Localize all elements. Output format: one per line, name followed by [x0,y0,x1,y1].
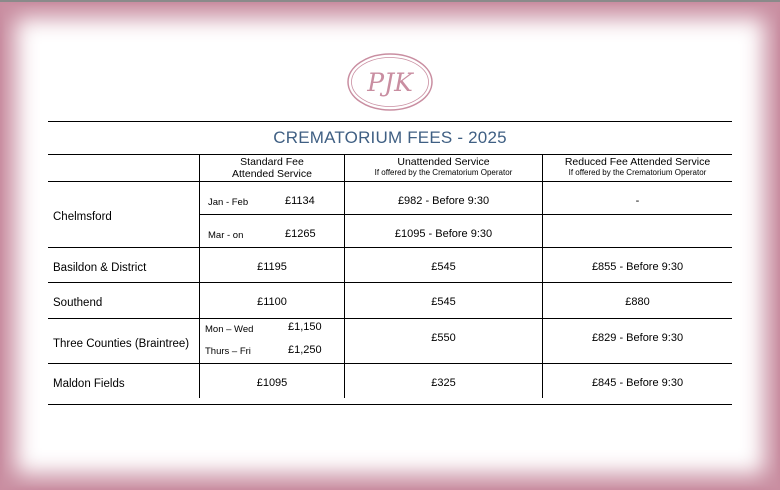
header-standard-line2: Attended Service [232,168,312,180]
row-rule-chelmsford [48,247,732,248]
southend-unattended: £545 [431,296,456,308]
chelmsford-period-1: Jan - Feb [208,197,249,208]
header-unattended-sub: If offered by the Crematorium Operator [374,168,513,177]
basildon-standard: £1195 [257,261,287,273]
location-basildon: Basildon & District [53,262,147,274]
header-unattended [345,156,542,178]
chelmsford-unattended-2: £1095 - Before 9:30 [394,228,493,240]
chelmsford-unattended-1: £982 - Before 9:30 [397,195,490,207]
page-title: CREMATORIUM FEES - 2025 [273,128,507,147]
three-counties-period-2: Thurs – Fri [205,346,251,357]
three-counties-period-1: Mon – Wed [205,324,254,335]
header-reduced-sub: If offered by the Crematorium Operator [568,168,707,177]
row-rule-southend [48,318,732,319]
chelmsford-sub-rule [200,214,732,215]
location-southend: Southend [53,297,103,309]
southend-standard: £1100 [257,296,287,308]
chelmsford-fee-1: £1134 [285,195,315,207]
three-counties-reduced: £829 - Before 9:30 [591,332,684,344]
three-counties-fee-1: £1,150 [288,321,322,333]
bottom-rule [48,404,732,405]
pjk-logo [347,52,433,112]
three-counties-unattended: £550 [431,332,456,344]
logo-text: PJK [367,68,413,97]
chelmsford-period-2: Mar - on [208,230,244,241]
col-divider-1 [199,154,200,398]
top-rule [48,121,732,122]
maldon-unattended: £325 [431,377,456,389]
header-bottom-rule [48,181,732,182]
header-reduced [543,156,732,178]
chelmsford-fee-2: £1265 [285,228,316,240]
col-divider-3 [542,154,543,398]
location-maldon: Maldon Fields [53,378,125,390]
col-divider-2 [344,154,345,398]
header-standard [200,156,344,180]
southend-reduced: £880 [625,296,650,308]
row-rule-basildon [48,282,732,283]
location-chelmsford: Chelmsford [53,211,112,223]
chelmsford-reduced-1: - [635,195,640,207]
three-counties-fee-2: £1,250 [288,344,322,356]
basildon-unattended: £545 [431,261,456,273]
row-rule-three-counties [48,363,732,364]
location-three-counties: Three Counties (Braintree) [53,338,190,350]
header-top-rule [48,154,732,155]
basildon-reduced: £855 - Before 9:30 [591,261,684,273]
header-unattended-line1: Unattended Service [397,156,490,168]
maldon-reduced: £845 - Before 9:30 [591,377,684,389]
header-standard-line1: Standard Fee [240,156,304,168]
header-reduced-line1: Reduced Fee Attended Service [564,156,711,168]
maldon-standard: £1095 [256,377,288,389]
